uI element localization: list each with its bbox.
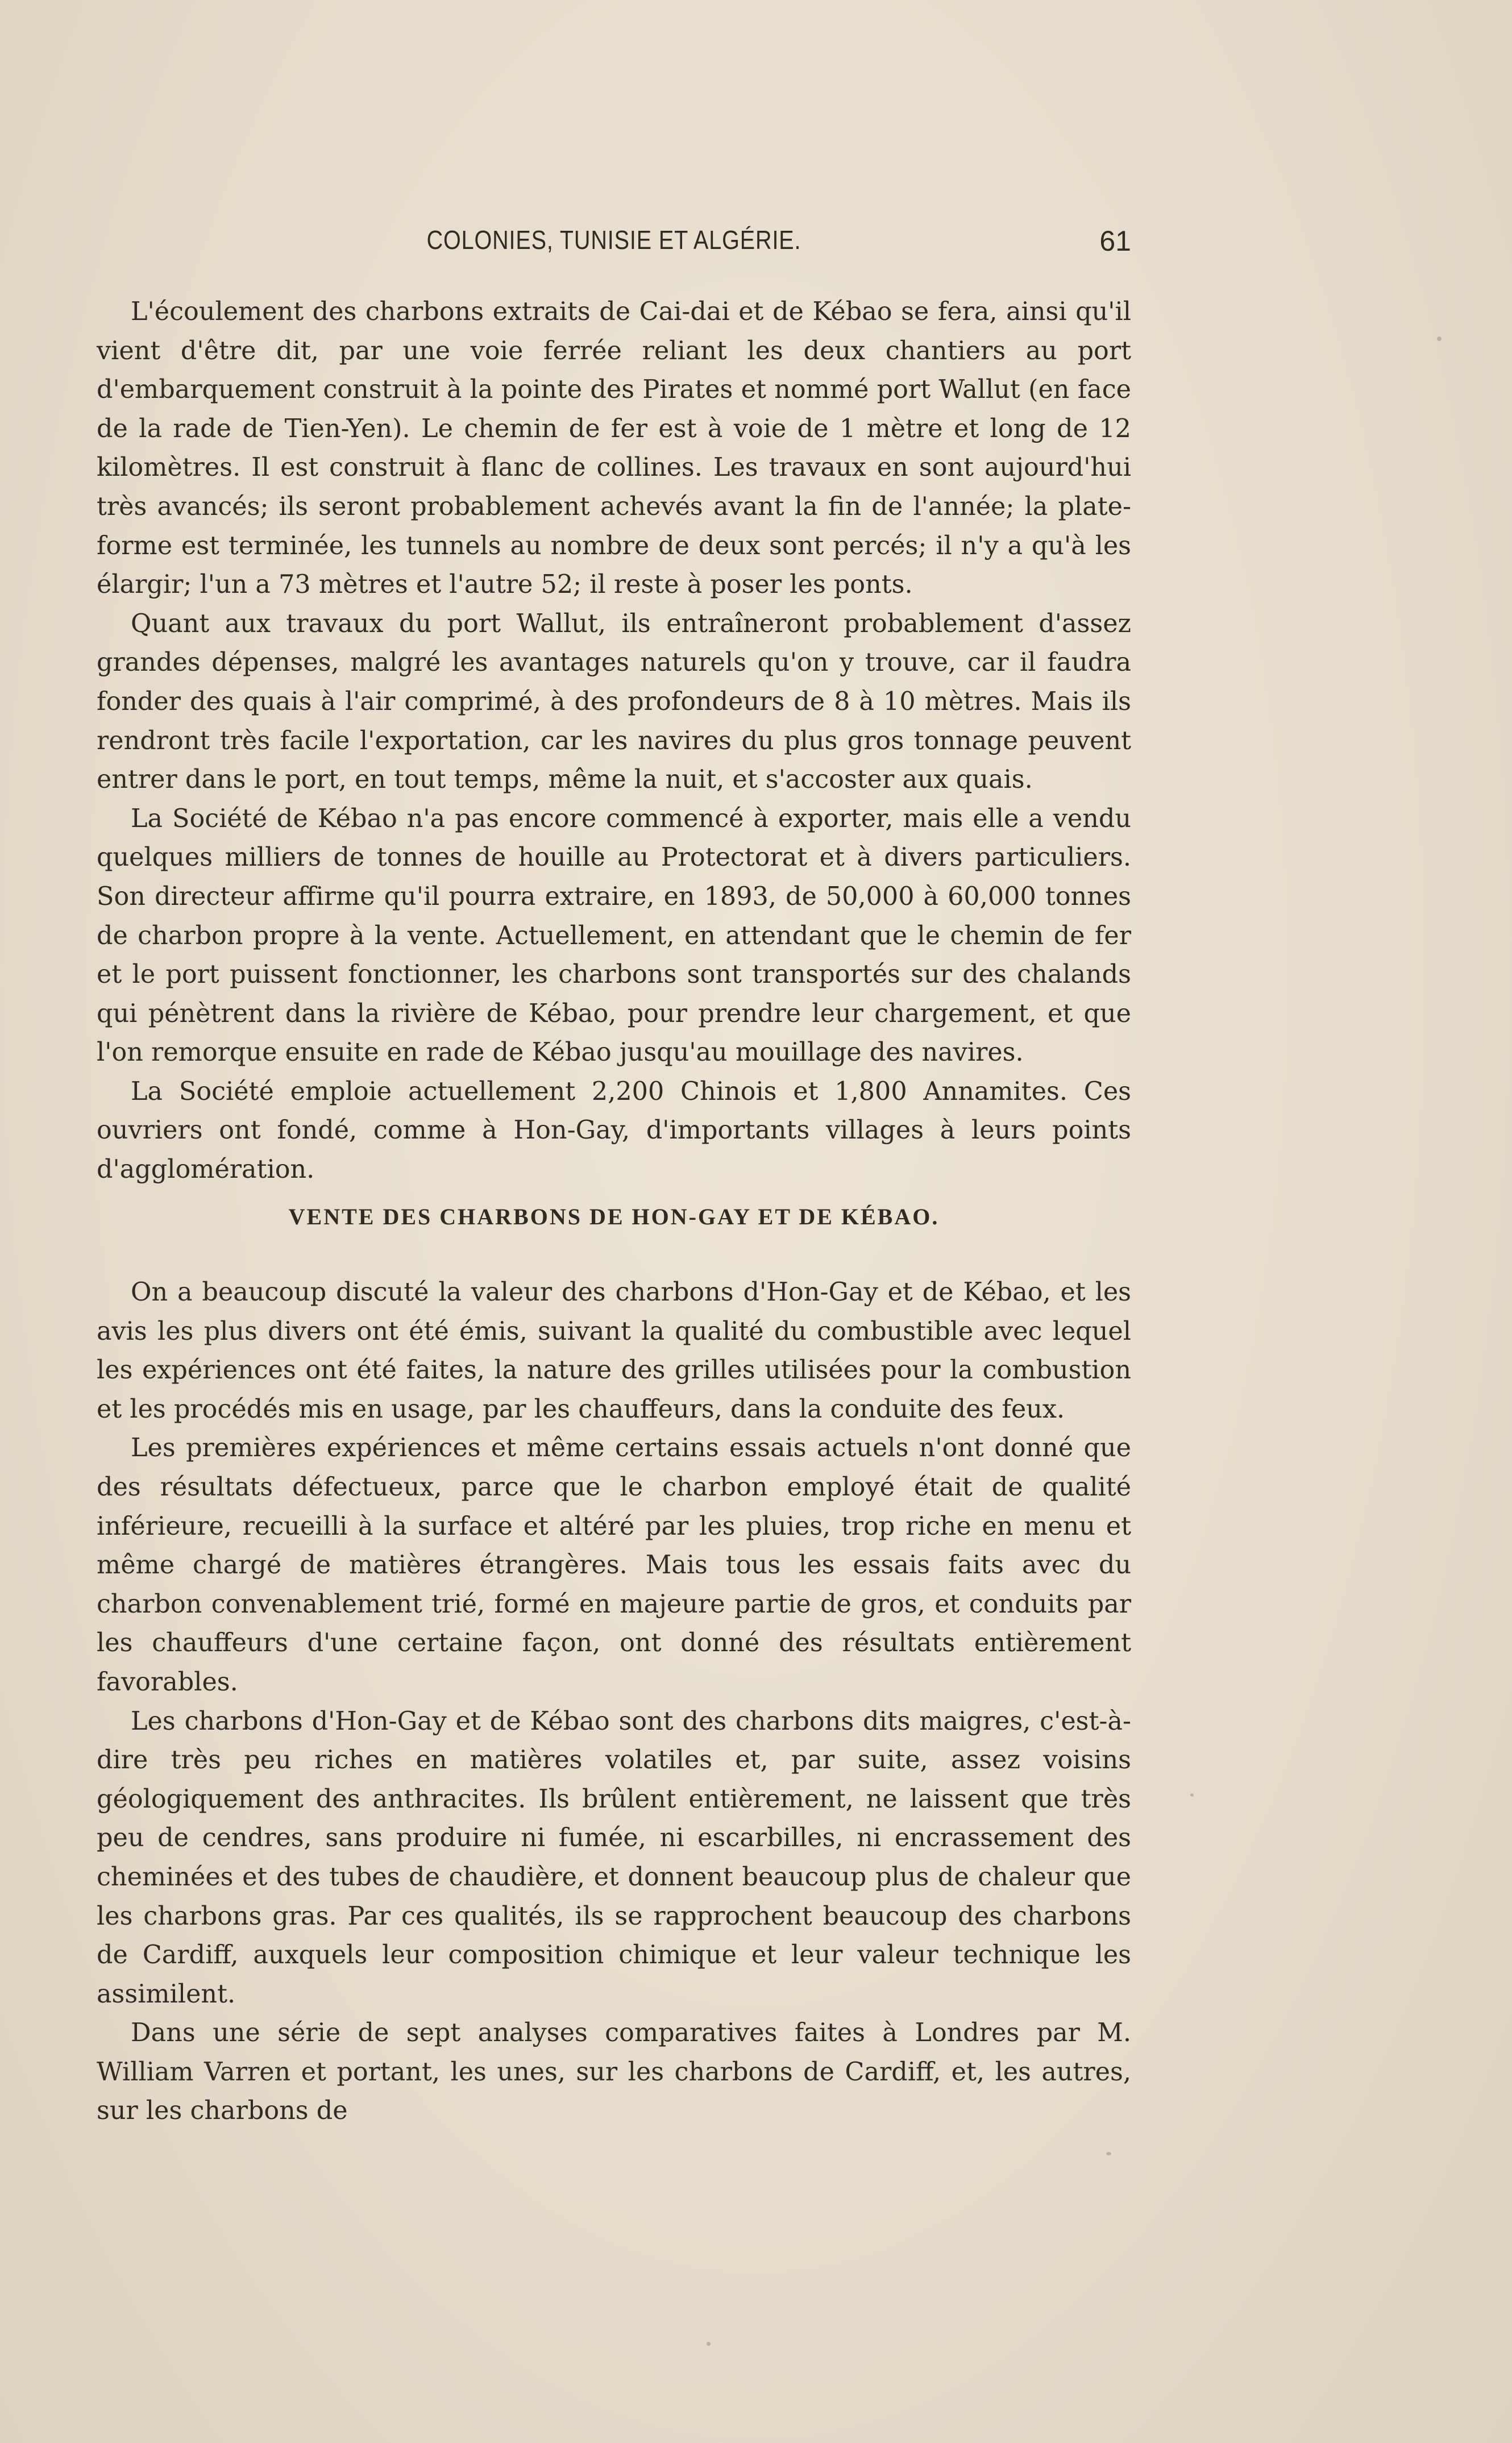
page-number: 61 <box>1099 225 1131 257</box>
paragraph: On a beaucoup discuté la valeur des charbons d'Hon-Gay et de Kébao, et les avis les plus divers ont été émis, suivant la qualité du combustible avec lequel les expériences ont été faites, la nature des grilles utilisées pour la combustion et les procédés mis en usage, par les chauffeurs, dans la conduite des feux. <box>97 1278 1131 1424</box>
paragraph: La Société emploie actuellement 2,200 Chinois et 1,800 Annamites. Ces ouvriers ont fondé, comme à Hon-Gay, d'importants villages à leurs points d'agglomération. <box>97 1077 1131 1185</box>
paper-speck <box>1437 336 1442 341</box>
body-text-top <box>97 293 1131 1190</box>
paper-speck <box>707 2342 711 2346</box>
paragraph: La Société de Kébao n'a pas encore commencé à exporter, mais elle a vendu quelques milliers de tonnes de houille au Protectorat et à divers particuliers. Son directeur affirme qu'il pourra extraire, en 1893, de 50,000 à 60,000 tonnes de charbon propre à la vente. Actuellement, en attendant que le chemin de fer et le port puissent fonctionner, les charbons sont transportés sur des chalands qui pénètrent dans la rivière de Kébao, pour prendre leur chargement, et que l'on remorque ensuite en rade de Kébao jusqu'au mouillage des navires. <box>97 804 1131 1067</box>
paragraph: Quant aux travaux du port Wallut, ils entraîneront probablement d'assez grandes dépenses, malgré les avantages naturels qu'on y trouve, car il faudra fonder des quais à l'air comprimé, à des profondeurs de 8 à 10 mètres. Mais ils rendront très facile l'exportation, car les navires du plus gros tonnage peuvent entrer dans le port, en tout temps, même la nuit, et s'accoster aux quais. <box>97 609 1131 795</box>
paragraph: Les charbons d'Hon-Gay et de Kébao sont des charbons dits maigres, c'est-à-dire très peu riches en matières volatiles et, par suite, assez voisins géologiquement des anthracites. Ils brûlent entièrement, ne laissent que très peu de cendres, sans produire ni fumée, ni escarbilles, ni encrassement des cheminées et des tubes de chaudière, et donnent beaucoup plus de chaleur que les charbons gras. Par ces qualités, ils se rapprochent beaucoup des charbons de Cardiff, auxquels leur composition chimique et leur valeur technique les assimilent. <box>97 1706 1131 2009</box>
section-heading: VENTE DES CHARBONS DE HON-GAY ET DE KÉBAO. <box>288 1204 940 1229</box>
paragraph: Les premières expériences et même certains essais actuels n'ont donné que des résultats défectueux, parce que le charbon employé était de qualité inférieure, recueilli à la surface et altéré par les pluies, trop riche en menu et même chargé de matières étrangères. Mais tous les essais faits avec du charbon convenablement trié, formé en majeure partie de gros, et conduits par les chauffeurs d'une certaine façon, ont donné des résultats entièrement favorables. <box>97 1434 1131 1697</box>
running-header <box>97 225 1131 264</box>
paragraph: L'écoulement des charbons extraits de Cai-dai et de Kébao se fera, ainsi qu'il vient d'être dit, par une voie ferrée reliant les deux chantiers au port d'embarquement construit à la pointe des Pirates et nommé port Wallut (en face de la rade de Tien-Yen). Le chemin de fer est à voie de 1 mètre et long de 12 kilomètres. Il est construit à flanc de collines. Les travaux en sont aujourd'hui très avancés; ils seront probablement achevés avant la fin de l'année; la plate-forme est terminée, les tunnels au nombre de deux sont percés; il n'y a qu'à les élargir; l'un a 73 mètres et l'autre 52; il reste à poser les ponts. <box>97 297 1131 600</box>
paragraph: Dans une série de sept analyses comparatives faites à Londres par M. William Varren et portant, les unes, sur les charbons de Cardiff, et, les autres, sur les charbons de <box>97 2018 1131 2126</box>
body-text-bottom <box>97 1273 1131 2131</box>
header-title: COLONIES, TUNISIE ET ALGÉRIE. <box>426 225 801 255</box>
paper-speck <box>1106 2152 1111 2155</box>
paper-speck <box>1190 1793 1194 1797</box>
